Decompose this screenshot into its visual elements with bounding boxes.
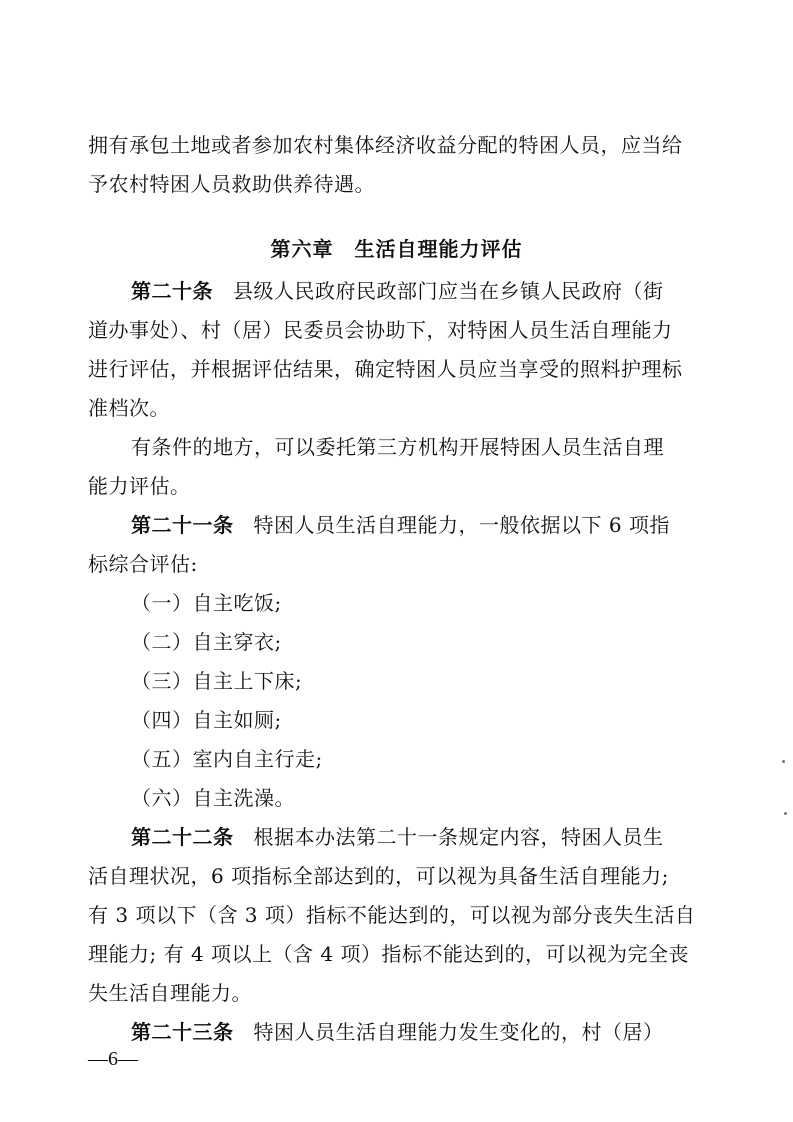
article-22-line-2: 活自理状况，6 项指标全部达到的，可以视为具备生活自理能力;	[88, 864, 669, 888]
article-21-line-2: 标综合评估:	[88, 552, 198, 576]
list-item: （五）室内自主行走;	[131, 747, 323, 771]
third-party-line-2: 能力评估。	[88, 474, 191, 498]
third-party-line-1: 有条件的地方，可以委托第三方机构开展特困人员生活自理	[131, 435, 664, 459]
list-item: （三）自主上下床;	[131, 669, 303, 693]
article-22-line-4: 理能力; 有 4 项以上（含 4 项）指标不能达到的，可以视为完全丧	[88, 942, 689, 966]
article-21-first-line	[131, 512, 741, 540]
list-item: （一）自主吃饭;	[131, 591, 282, 615]
article-22-line-3: 有 3 项以下（含 3 项）指标不能达到的，可以视为部分丧失生活自	[88, 903, 696, 927]
scan-speck	[784, 812, 787, 815]
intro-line-1: 拥有承包土地或者参加农村集体经济收益分配的特困人员，应当给	[88, 133, 683, 157]
list-item: （二）自主穿衣;	[131, 630, 282, 654]
article-23-label: 第二十三条	[131, 1020, 234, 1044]
article-23-first-line	[131, 1019, 741, 1047]
article-20-line-4: 准档次。	[88, 396, 170, 420]
intro-line-2: 予农村特困人员救助供养待遇。	[88, 172, 375, 196]
article-23-text-1: 特困人员生活自理能力发生变化的，村（居）	[253, 1020, 664, 1044]
article-21-label: 第二十一条	[131, 513, 234, 537]
article-20-text-1: 县级人民政府民政部门应当在乡镇人民政府（街	[233, 279, 664, 303]
article-20-line-2: 道办事处）、村（居）民委员会协助下，对特困人员生活自理能力	[88, 318, 673, 342]
list-item: （四）自主如厕;	[131, 708, 282, 732]
scan-speck	[782, 760, 785, 763]
article-20-label: 第二十条	[131, 279, 213, 303]
article-22-line-5: 失生活自理能力。	[88, 981, 252, 1005]
article-22-label: 第二十二条	[131, 825, 234, 849]
chapter-title: 第六章 生活自理能力评估	[270, 237, 523, 261]
article-22-text-1: 根据本办法第二十一条规定内容，特困人员生	[253, 825, 664, 849]
article-21-text-1: 特困人员生活自理能力，一般依据以下 6 项指	[253, 513, 670, 537]
article-20-first-line	[131, 278, 741, 306]
article-22-first-line	[131, 824, 741, 852]
list-item: （六）自主洗澡。	[131, 786, 295, 810]
article-20-line-3: 进行评估，并根据评估结果，确定特困人员应当享受的照料护理标	[88, 357, 683, 381]
page-number: —6—	[88, 1048, 138, 1070]
